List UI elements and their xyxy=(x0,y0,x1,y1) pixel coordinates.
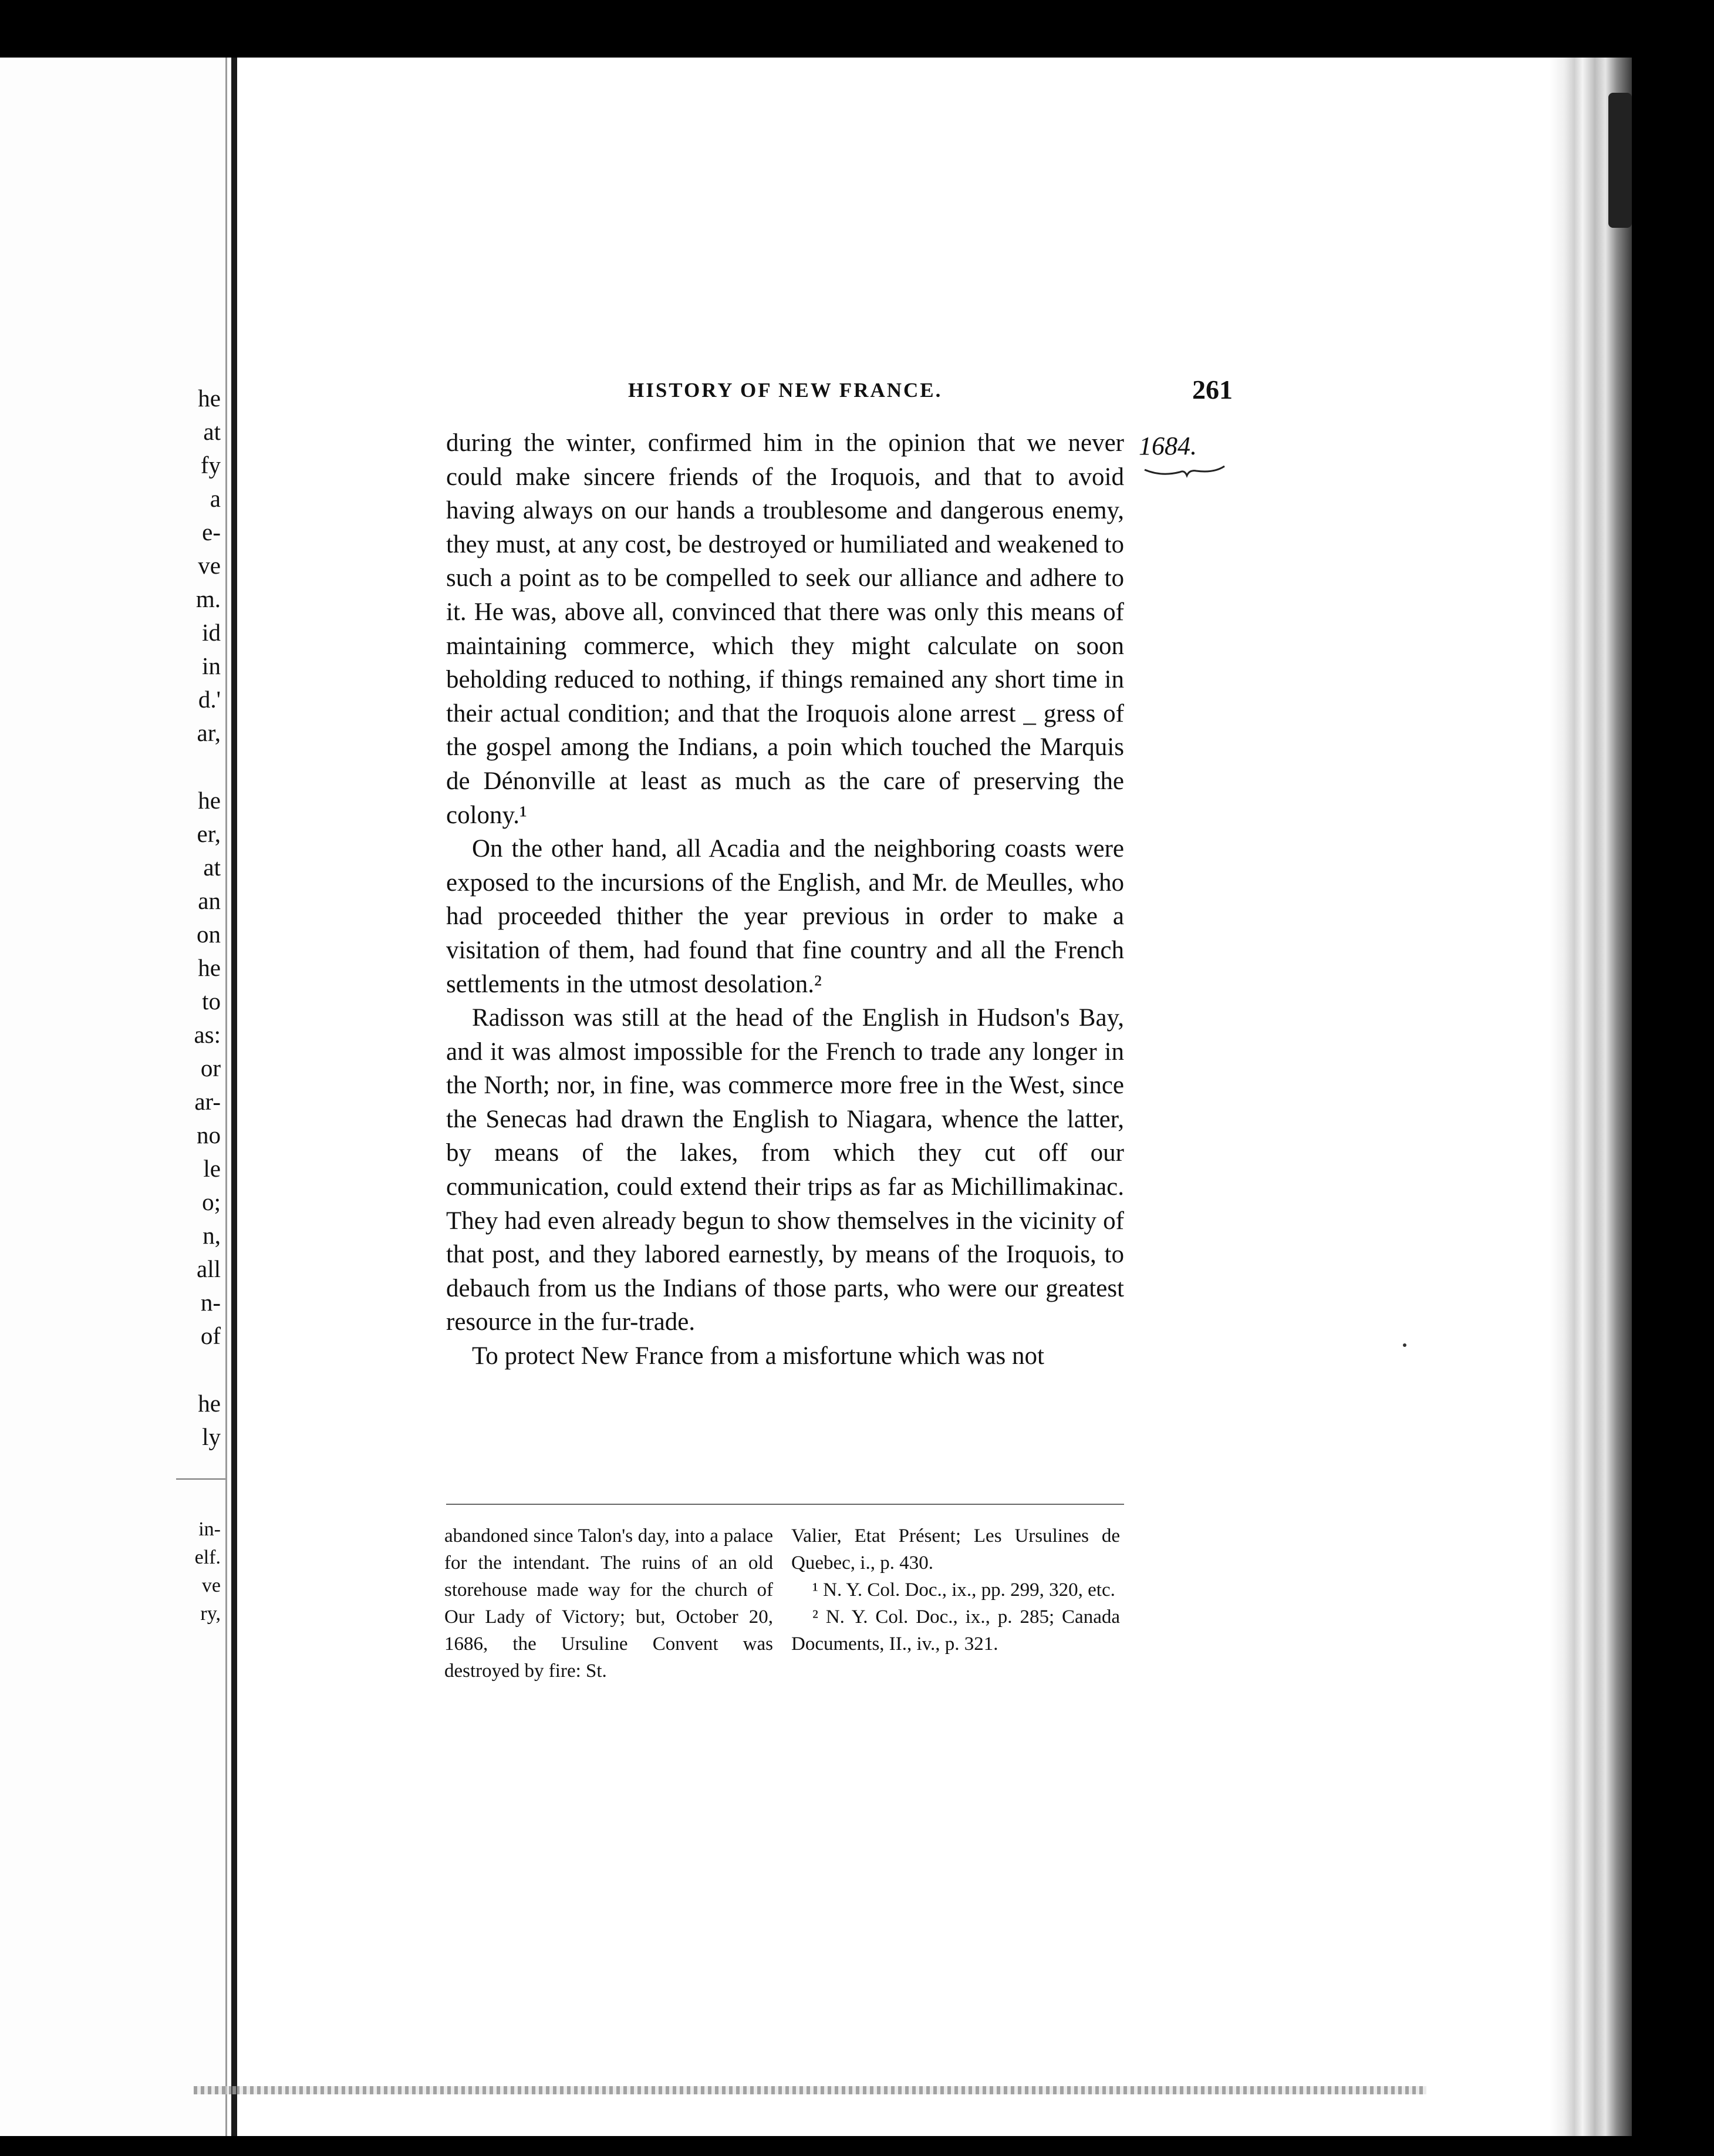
facing-page-fragment: o; xyxy=(202,1188,221,1215)
page-header xyxy=(446,375,1233,413)
facing-page-fragment: at xyxy=(203,418,221,445)
facing-page-fragment: fy xyxy=(200,452,221,479)
facing-page-fragment: of xyxy=(200,1322,221,1349)
footnote-rule xyxy=(446,1504,1124,1505)
facing-page-fragment: ry, xyxy=(200,1603,221,1625)
footnote-column-right xyxy=(791,1522,1120,1658)
margin-brace-ornament xyxy=(1143,464,1226,481)
footnote-1: ¹ N. Y. Col. Doc., ix., pp. 299, 320, etc. xyxy=(812,1579,1115,1601)
facing-page-fragment: no xyxy=(197,1121,221,1148)
body-text xyxy=(446,426,1124,1373)
facing-page-fragment: ly xyxy=(202,1423,221,1450)
footnote-2: ² N. Y. Col. Doc., ix., p. 285; Canada Documents, II., iv., p. 321. xyxy=(791,1606,1120,1655)
facing-page-footnote-rule xyxy=(176,1478,225,1480)
facing-page-fragment: he xyxy=(198,787,221,814)
facing-page-fragment: ar- xyxy=(194,1088,221,1115)
binding-clip xyxy=(1608,93,1632,228)
facing-page-fragment: an xyxy=(198,887,221,914)
paragraph: Radisson was still at the head of the English in Hudson's Bay, and it was almost impossible for the French to trade any longer in the North; nor, in fine, was commerce more free in the West, since the Senecas had drawn the English to Niagara, whence the latter, by means of the lakes, from which they cut off our communication, could extend their trips as far as Michillimakinac. They had even already begun to show themselves in the vicinity of that post, and they labored earnestly, by means of the Iroquois, to debauch from us the Indians of those parts, who were our greatest resource in the fur-trade. xyxy=(446,1004,1124,1336)
facing-page-fragment: ve xyxy=(198,552,221,579)
footnote-text: abandoned since Talon's day, into a palace for the intendant. The ruins of an old storehouse made way for the church of Our Lady of Victory; but, October 20, 1686, the Ursuline Convent was destroyed by fire: St. xyxy=(444,1525,773,1682)
paragraph: during the winter, confirmed him in the opinion that we never could make sincere friends of the Iroquois, and that to avoid having always on our hands a troublesome and dangerous enemy, they must, at any cost, be destroyed or humiliated and weakened to such a point as to be compelled to seek our alliance and adhere to it. He was, above all, convinced that there was only this means of maintaining commerce, which they might calculate on soon beholding reduced to nothing, if things remained any short time in their actual condition; and that the Iroquois alone arrest _ gress of the gospel among the Indians, a poin which touched the Marquis de Dénonville at least as much as the care of preserving the colony.¹ xyxy=(446,429,1124,829)
facing-page-fragment: all xyxy=(197,1255,221,1282)
paragraph: To protect New France from a misfortune which was not xyxy=(472,1342,1044,1370)
facing-page-fragment: a xyxy=(210,485,221,512)
facing-page-fragment: ar, xyxy=(197,719,221,746)
facing-page-fragment: le xyxy=(203,1155,221,1182)
page-stack-edge xyxy=(1550,58,1632,2136)
facing-page-fragment: he xyxy=(198,1390,221,1417)
paragraph: On the other hand, all Acadia and the neighboring coasts were exposed to the incursions of the English, and Mr. de Meulles, who had proceeded thither the year previous in order to make a visitation of them, had found that fine country and all the French settlements in the utmost desolation.² xyxy=(446,835,1124,998)
footnote-column-left xyxy=(444,1522,773,1685)
book-gutter xyxy=(231,58,237,2136)
running-title: HISTORY OF NEW FRANCE. xyxy=(628,379,943,402)
facing-page-fragment: m. xyxy=(195,585,221,612)
facing-page-fragment: d.' xyxy=(198,686,221,713)
facing-page-fragment: n- xyxy=(200,1289,221,1316)
page-number: 261 xyxy=(1192,375,1233,405)
facing-page-fragment: e- xyxy=(202,518,221,545)
margin-year-note: 1684. xyxy=(1139,432,1197,460)
facing-page-fragment: n, xyxy=(203,1222,221,1249)
facing-page-fragment: elf. xyxy=(194,1547,221,1568)
scanned-page xyxy=(0,58,1632,2136)
facing-page-fragment: as: xyxy=(194,1021,221,1048)
facing-page-fragment: in- xyxy=(198,1518,221,1540)
facing-page-fragments xyxy=(0,58,225,2136)
footnote-text: Valier, Etat Présent; Les Ursulines de Quebec, i., p. 430. xyxy=(791,1525,1120,1574)
facing-page-fragment: ve xyxy=(201,1575,221,1596)
facing-page-fragment: or xyxy=(200,1055,221,1082)
page-bottom-edge xyxy=(194,2086,1426,2094)
facing-page-fragment: at xyxy=(203,854,221,881)
facing-page-fragment: to xyxy=(202,988,221,1015)
facing-page-fragment: er, xyxy=(197,820,221,847)
facing-page-fragment: he xyxy=(198,385,221,412)
facing-page-fragment: on xyxy=(197,921,221,948)
facing-page-fragment: he xyxy=(198,954,221,981)
facing-page-fragment: id xyxy=(202,619,221,646)
scan-speck xyxy=(1403,1343,1406,1347)
facing-page-fragment: in xyxy=(202,652,221,679)
